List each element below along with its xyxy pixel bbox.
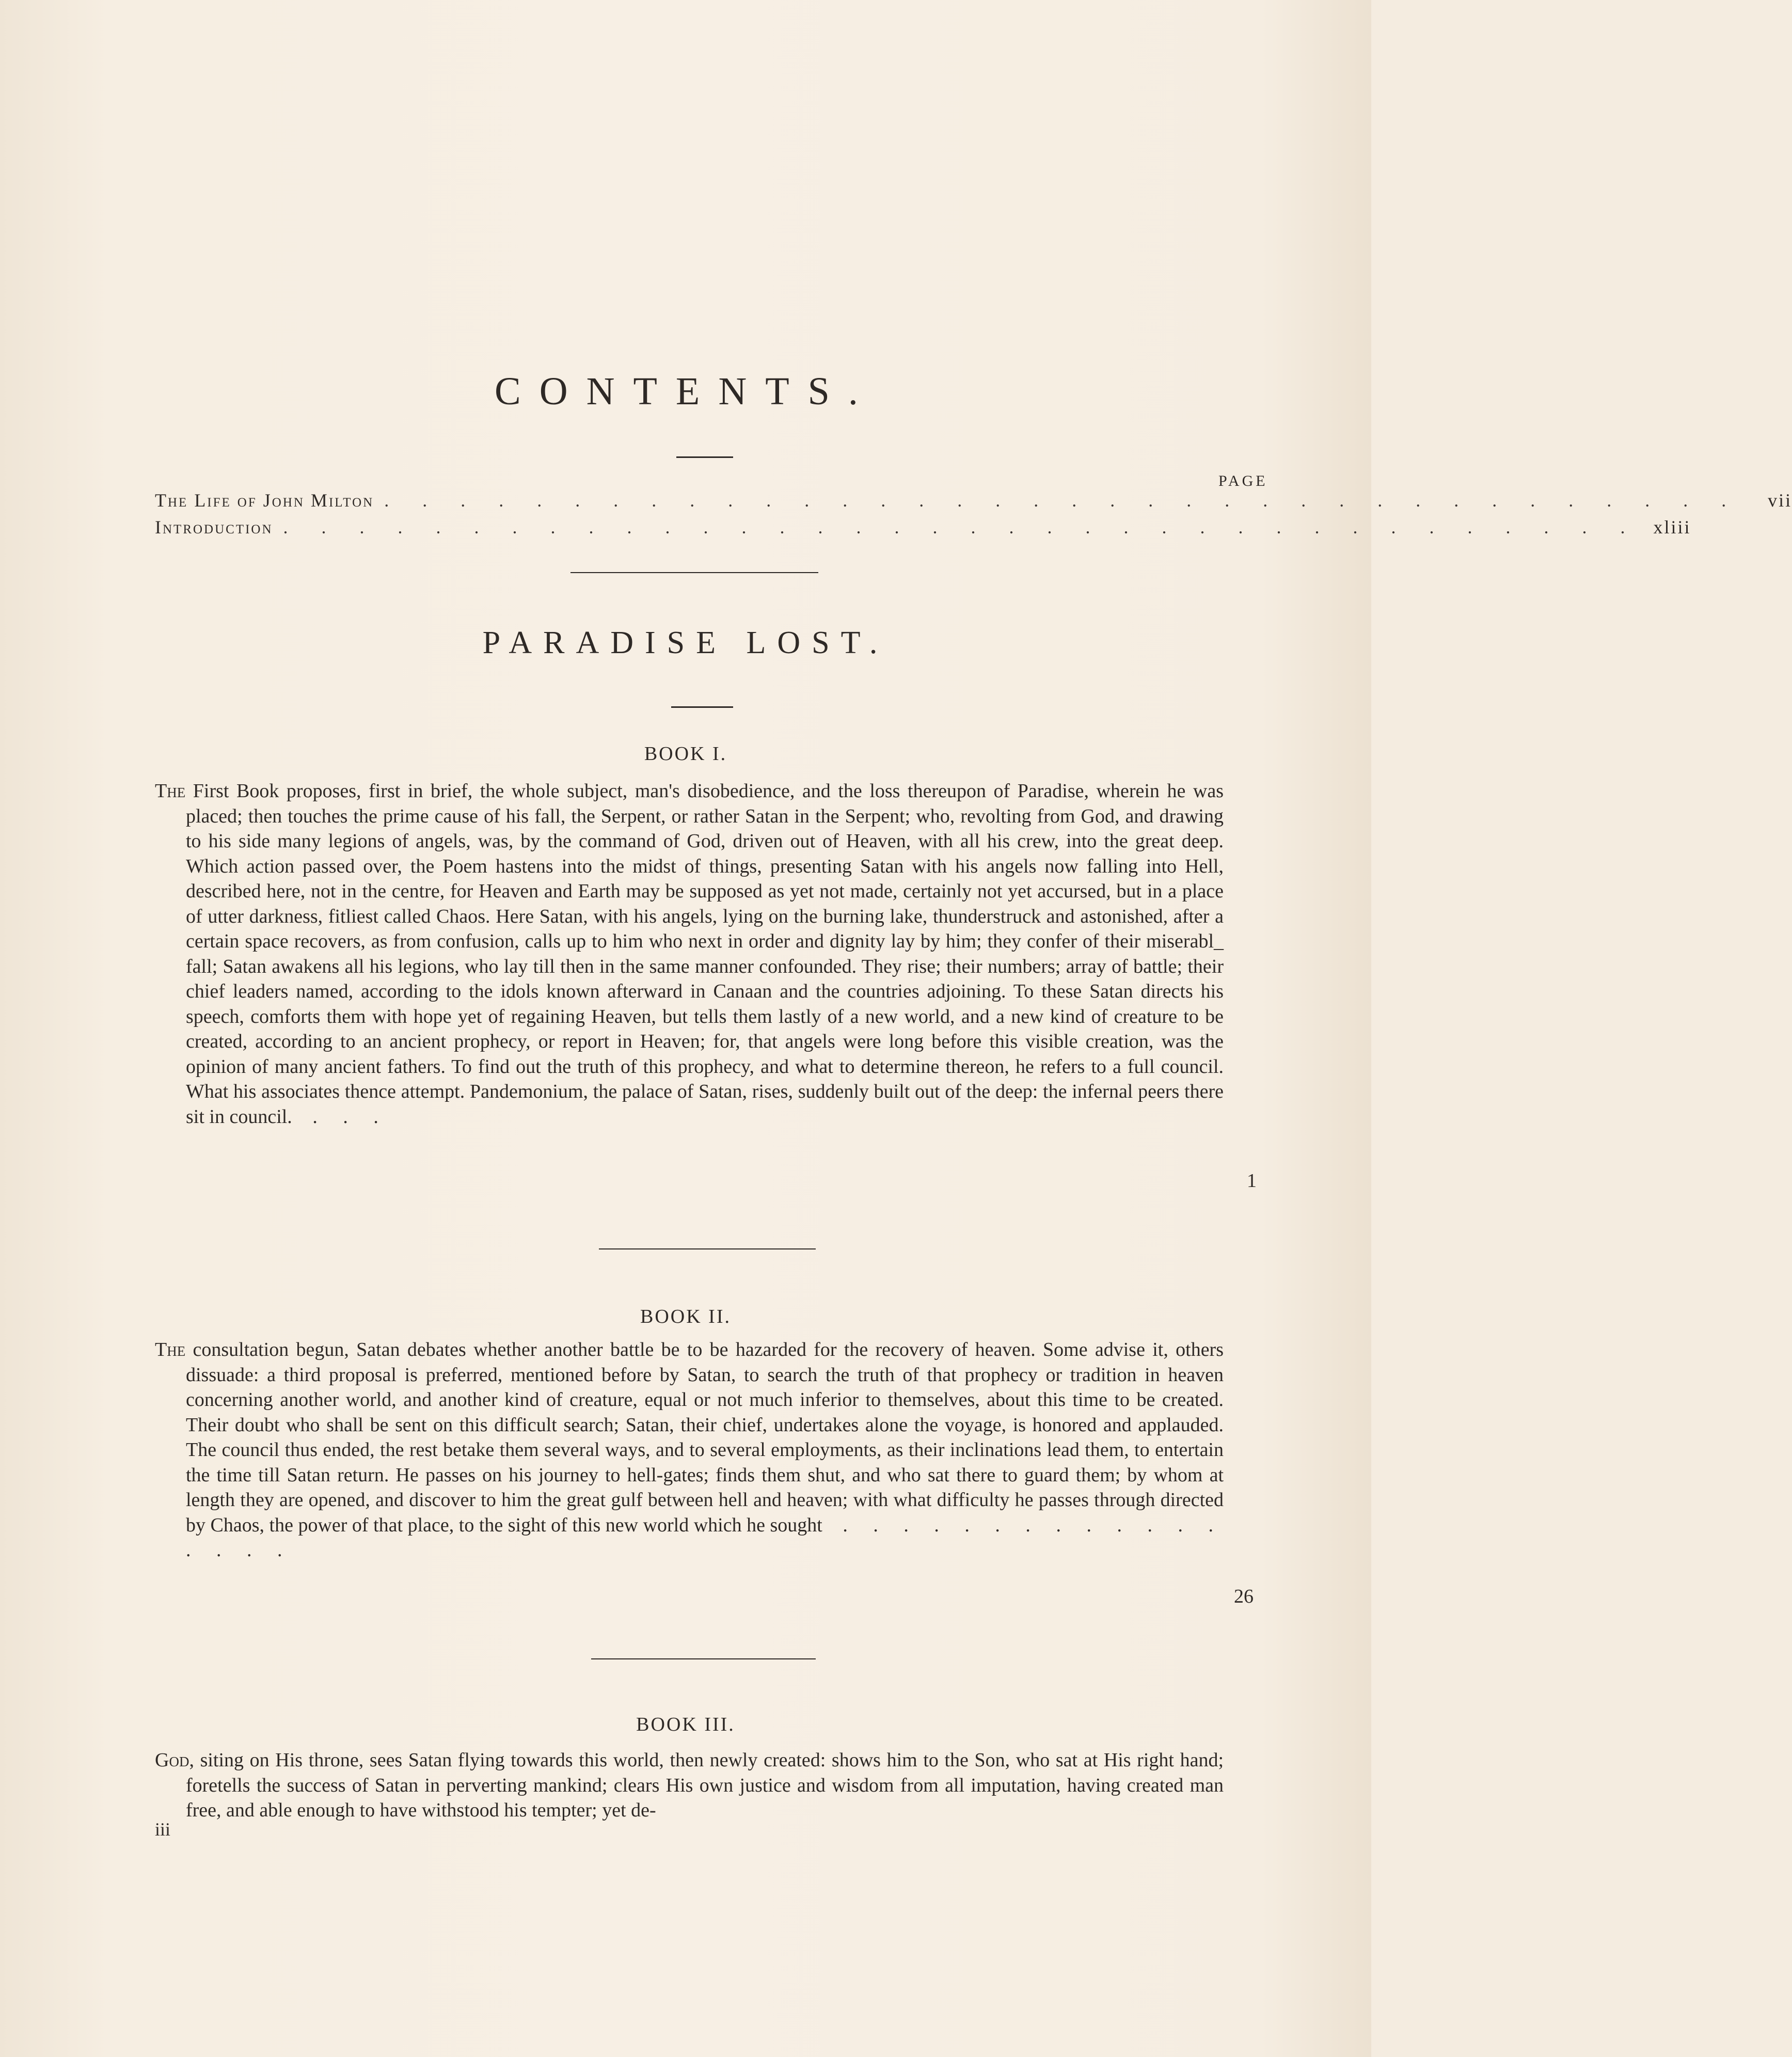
argument-lead: God bbox=[155, 1749, 189, 1771]
toc-entry-page: xliii bbox=[1653, 517, 1691, 537]
argument-text: First Book proposes, first in brief, the whole subject, man's disobedience, and the loss thereupon of Paradise, wherein he was placed; then touches the prime cause of his fall, the Serpent, or rather Satan in the Serpent; who, revolting from God, and drawing to his side many legions of angels, was, by the command of God, driven out of Heaven, with all his crew, into the great deep. Which action passed over, the Poem hastens into the midst of things, presenting Satan with his angels now falling into Hell, described here, not in the centre, for Heaven and Earth may be supposed as yet not made, certainly not yet accursed, but in a place of utter darkness, fitliest called Chaos. Here Satan, with his angels, lying on the burning lake, thunderstruck and astonished, after a certain space recovers, as from confusion, calls up to him who next in order and dignity lay by him; they confer of their miserabl_ fall; Satan awakens all his legions, who lay till then in the same manner confounded. They rise; their numbers; array of battle; their chief leaders named, according to the idols known afterward in Canaan and the countries adjoining. To these Satan directs his speech, comforts them with hope yet of regaining Heaven, but tells them lastly of a new world, and a new kind of creature to be created, according to an ancient prophecy, or report in Heaven; for, that angels were long before this visible creation, was the opinion of many ancient fathers. To find out the truth of this prophecy, and what to determine thereon, he refers to a full council. What his associates thence attempt. Pandemonium, the palace of Satan, rises, suddenly built out of the deep: the infernal peers there sit in council. bbox=[185, 780, 1224, 1128]
title-rule bbox=[676, 456, 733, 458]
book-heading: BOOK III. bbox=[636, 1714, 735, 1735]
leader-dots: . . . bbox=[312, 1105, 389, 1128]
toc-entry-page: vii bbox=[1768, 490, 1792, 511]
toc-entry-label: Introduction bbox=[155, 517, 273, 537]
leader-dots: . . . . . . . . . . . . . . . . . . . . . . . . . . . . . . . . . . . . bbox=[384, 490, 1741, 511]
book-page-number: 1 bbox=[1247, 1170, 1257, 1192]
section-rule bbox=[591, 1658, 816, 1659]
folio-number: iii bbox=[155, 1819, 171, 1840]
book-page-number: 26 bbox=[1234, 1586, 1254, 1607]
page-column-label: PAGE bbox=[1218, 472, 1268, 489]
section-rule bbox=[570, 572, 818, 573]
book-heading: BOOK I. bbox=[644, 743, 727, 765]
poem-title-rule bbox=[671, 706, 733, 708]
argument-lead: The bbox=[155, 1339, 186, 1360]
book-argument bbox=[155, 779, 1224, 1129]
book-argument bbox=[155, 1748, 1224, 1823]
toc-entry-introduction bbox=[155, 516, 1691, 542]
argument-text: , siting on His throne, sees Satan flying towards this world, then newly created: shows him to the Son, who sat at His right hand; foretells the success of Satan in perverting mankind; clears His own justice and wisdom from all imputation, having created man free, and able enough to have withstood his tempter; yet de- bbox=[186, 1749, 1224, 1821]
leader-dots: . . . . . . . . . . . . . . . . . . . . . . . . . . . . . . . . . . . . bbox=[283, 517, 1640, 537]
section-rule bbox=[599, 1248, 816, 1249]
book-argument bbox=[155, 1337, 1224, 1563]
toc-entry-label: The Life of John Milton bbox=[155, 490, 374, 511]
argument-lead: The bbox=[155, 780, 186, 802]
poem-title: PARADISE LOST. bbox=[482, 625, 889, 660]
book-heading: BOOK II. bbox=[640, 1306, 731, 1327]
contents-title: CONTENTS. bbox=[495, 370, 877, 413]
toc-entry-life bbox=[155, 489, 1792, 515]
leader-dots: . . . . . . . . . . . . . . . . . bbox=[186, 1514, 1224, 1561]
argument-text: consultation begun, Satan debates whether another battle be to be hazarded for the recovery of heaven. Some advise it, others dissuade: a third proposal is preferred, mentioned before by Satan, to search the truth of that prophecy or tradition in heaven concerning another world, and another kind of creature, equal or not much inferior to themselves, about this time to be created. Their doubt who shall be sent on this difficult search; Satan, their chief, undertakes alone the voyage, is honored and applauded. The council thus ended, the rest betake them several ways, and to several employments, as their inclinations lead them, to entertain the time till Satan return. He passes on his journey to hell-gates; finds them shut, and who sat there to guard them; by whom at length they are opened, and discover to him the great gulf between hell and heaven; with what difficulty he passes through directed by Chaos, the power of that place, to the sight of this new world which he sought bbox=[185, 1339, 1224, 1536]
